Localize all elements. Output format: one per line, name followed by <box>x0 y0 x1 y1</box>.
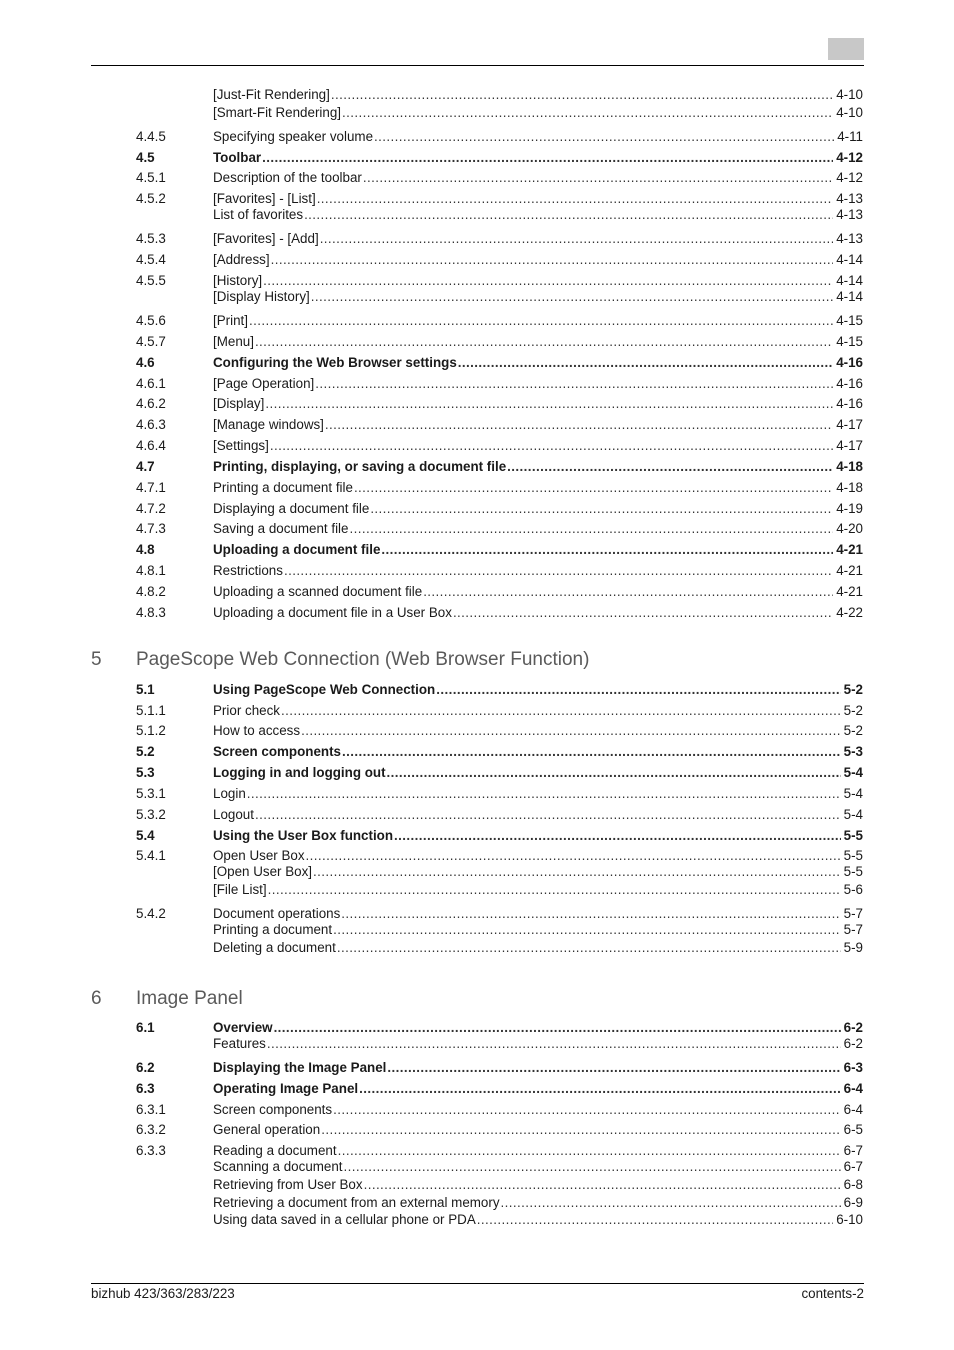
toc-entry-number: 5.4 <box>136 828 155 843</box>
toc-entry-page: 5-6 <box>843 882 863 897</box>
toc-entry-line <box>213 458 863 476</box>
dot-leader <box>374 128 834 146</box>
toc-entry-line <box>213 562 863 580</box>
toc-entry-title: [History] <box>213 273 263 288</box>
toc-entry-line <box>213 479 863 497</box>
toc-entry-title: Features <box>213 1036 266 1051</box>
toc-entry[interactable] <box>0 1194 954 1212</box>
toc-entry-line <box>213 806 863 824</box>
toc-entry[interactable] <box>0 681 954 699</box>
toc-entry-number: 5.4.2 <box>136 906 166 921</box>
header-rule <box>91 65 864 66</box>
toc-entry-line <box>213 1059 863 1077</box>
toc-entry-page: 4-15 <box>836 313 863 328</box>
toc-entry[interactable] <box>0 764 954 782</box>
toc-entry[interactable] <box>0 1059 954 1077</box>
toc-entry[interactable] <box>0 437 954 455</box>
toc-entry-number: 4.5.6 <box>136 313 166 328</box>
toc-entry-line <box>213 764 863 782</box>
toc-entry-line <box>213 230 863 248</box>
toc-entry-line <box>213 128 863 146</box>
toc-entry-page: 5-2 <box>843 703 863 718</box>
toc-entry-title: [Favorites] - [Add] <box>213 231 319 246</box>
toc-entry-page: 4-22 <box>836 605 863 620</box>
toc-entry[interactable] <box>0 1035 954 1053</box>
toc-entry-page: 5-4 <box>843 765 863 780</box>
toc-entry[interactable] <box>0 86 954 104</box>
toc-entry-line <box>213 863 863 881</box>
dot-leader <box>255 333 833 351</box>
toc-entry-title: Saving a document file <box>213 521 349 536</box>
toc-entry-page: 4-20 <box>836 521 863 536</box>
toc-entry-line <box>213 1035 863 1053</box>
toc-entry-title: Screen components <box>213 744 341 759</box>
toc-entry-page: 4-19 <box>836 501 863 516</box>
toc-entry-page: 4-13 <box>836 231 863 246</box>
dot-leader <box>458 354 833 372</box>
toc-entry[interactable] <box>0 1211 954 1229</box>
footer-page-label: contents-2 <box>801 1286 864 1301</box>
toc-entry-line <box>213 520 863 538</box>
dot-leader <box>262 149 833 167</box>
toc-entry-line <box>213 437 863 455</box>
toc-entry-line <box>213 681 863 699</box>
dot-leader <box>265 395 833 413</box>
toc-entry-number: 4.6.1 <box>136 376 166 391</box>
toc-entry-page: 6-4 <box>843 1102 863 1117</box>
toc-entry-page: 4-14 <box>836 289 863 304</box>
toc-entry[interactable] <box>0 881 954 899</box>
dot-leader <box>436 681 840 699</box>
toc-entry-page: 4-13 <box>836 207 863 222</box>
header-tab-marker <box>828 38 864 60</box>
toc-entry-line <box>213 1211 863 1229</box>
toc-entry-line <box>213 702 863 720</box>
toc-entry-number: 5.4.1 <box>136 848 166 863</box>
toc-entry-page: 6-8 <box>843 1177 863 1192</box>
toc-entry[interactable] <box>0 104 954 122</box>
toc-entry-number: 4.8.2 <box>136 584 166 599</box>
toc-entry[interactable] <box>0 375 954 393</box>
dot-leader <box>313 863 841 881</box>
toc-entry-line <box>213 104 863 122</box>
toc-entry-title: Retrieving from User Box <box>213 1177 363 1192</box>
toc-entry-page: 6-2 <box>843 1036 863 1051</box>
toc-entry-number: 4.5.7 <box>136 334 166 349</box>
toc-entry-number: 4.7.1 <box>136 480 166 495</box>
dot-leader <box>349 520 833 538</box>
toc-entry[interactable] <box>0 354 954 372</box>
toc-entry-page: 5-7 <box>843 906 863 921</box>
toc-entry-title: Deleting a document <box>213 940 336 955</box>
toc-entry-line <box>213 416 863 434</box>
toc-entry[interactable] <box>0 520 954 538</box>
toc-entry-number: 5.3.1 <box>136 786 166 801</box>
dot-leader <box>255 806 841 824</box>
dot-leader <box>387 764 841 782</box>
toc-entry-number: 4.5.1 <box>136 170 166 185</box>
toc-entry-number: 4.5.4 <box>136 252 166 267</box>
toc-entry[interactable] <box>0 251 954 269</box>
toc-entry-title: [Just-Fit Rendering] <box>213 87 330 102</box>
toc-entry[interactable] <box>0 863 954 881</box>
dot-leader <box>320 230 834 248</box>
toc-entry-line <box>213 1194 863 1212</box>
toc-entry-line <box>213 1080 863 1098</box>
toc-entry-line <box>213 375 863 393</box>
toc-entry-number: 6.3 <box>136 1081 155 1096</box>
dot-leader <box>364 1176 841 1194</box>
toc-entry-title: [Menu] <box>213 334 254 349</box>
dot-leader <box>281 702 841 720</box>
toc-entry-page: 4-21 <box>836 584 863 599</box>
toc-entry[interactable] <box>0 921 954 939</box>
toc-entry-title: [Favorites] - [List] <box>213 191 316 206</box>
toc-entry-title: Configuring the Web Browser settings <box>213 355 457 370</box>
toc-entry-number: 6.3.1 <box>136 1102 166 1117</box>
toc-entry-page: 6-7 <box>843 1159 863 1174</box>
toc-entry[interactable] <box>0 604 954 622</box>
toc-entry-line <box>213 149 863 167</box>
toc-entry-page: 6-4 <box>843 1081 863 1096</box>
toc-entry-line <box>213 827 863 845</box>
toc-entry-line <box>213 251 863 269</box>
toc-entry-page: 5-9 <box>843 940 863 955</box>
toc-entry[interactable] <box>0 128 954 146</box>
toc-entry-page: 6-2 <box>843 1020 863 1035</box>
dot-leader <box>453 604 833 622</box>
toc-entry-page: 5-5 <box>843 864 863 879</box>
dot-leader <box>267 1035 841 1053</box>
toc-entry-title: Using data saved in a cellular phone or PDA <box>213 1212 476 1227</box>
dot-leader <box>331 86 833 104</box>
toc-entry-number: 4.5.2 <box>136 191 166 206</box>
dot-leader <box>423 583 833 601</box>
dot-leader <box>370 500 833 518</box>
toc-entry-title: Retrieving a document from an external memory <box>213 1195 500 1210</box>
toc-entry-number: 4.4.5 <box>136 129 166 144</box>
toc-entry-page: 4-13 <box>836 191 863 206</box>
toc-entry[interactable] <box>0 806 954 824</box>
toc-entry[interactable] <box>0 395 954 413</box>
toc-entry-number: 4.7 <box>136 459 155 474</box>
toc-entry[interactable] <box>0 583 954 601</box>
toc-entry-title: How to access <box>213 723 301 738</box>
toc-entry-title: Uploading a document file in a User Box <box>213 605 452 620</box>
toc-entry[interactable] <box>0 702 954 720</box>
toc-entry-page: 6-9 <box>843 1195 863 1210</box>
toc-entry-number: 4.8.3 <box>136 605 166 620</box>
dot-leader <box>270 437 833 455</box>
toc-entry-title: Document operations <box>213 906 341 921</box>
toc-entry[interactable] <box>0 743 954 761</box>
dot-leader <box>301 722 841 740</box>
toc-entry-page: 6-7 <box>843 1143 863 1158</box>
dot-leader <box>394 827 841 845</box>
dot-leader <box>359 1080 841 1098</box>
toc-entry-title: Restrictions <box>213 563 283 578</box>
toc-entry-page: 5-5 <box>843 848 863 863</box>
toc-entry-page: 6-5 <box>843 1122 863 1137</box>
dot-leader <box>247 785 841 803</box>
toc-entry-line <box>213 206 863 224</box>
toc-entry-page: 4-21 <box>836 542 863 557</box>
toc-entry-page: 4-10 <box>836 105 863 120</box>
toc-entry-title: Printing a document file <box>213 480 353 495</box>
toc-entry-page: 4-10 <box>836 87 863 102</box>
toc-entry[interactable] <box>0 500 954 518</box>
toc-entry-page: 4-14 <box>836 252 863 267</box>
toc-entry[interactable] <box>0 827 954 845</box>
toc-entry-number: 5.1.1 <box>136 703 166 718</box>
toc-entry-title: Logging in and logging out <box>213 765 386 780</box>
toc-entry-title: [Page Operation] <box>213 376 315 391</box>
toc-entry-page: 4-14 <box>836 273 863 288</box>
toc-entry-title: [Smart-Fit Rendering] <box>213 105 341 120</box>
toc-entry-title: Login <box>213 786 246 801</box>
toc-entry-page: 4-16 <box>836 355 863 370</box>
chapter-title: Image Panel <box>136 988 243 1009</box>
toc-entry-page: 5-2 <box>843 723 863 738</box>
toc-entry-line <box>213 921 863 939</box>
dot-leader <box>268 881 841 899</box>
dot-leader <box>304 206 833 224</box>
toc-entry-line <box>213 288 863 306</box>
toc-entry-title: Uploading a scanned document file <box>213 584 423 599</box>
toc-entry-number: 6.2 <box>136 1060 155 1075</box>
dot-leader <box>501 1194 841 1212</box>
toc-entry-line <box>213 604 863 622</box>
toc-entry[interactable] <box>0 333 954 351</box>
toc-entry[interactable] <box>0 458 954 476</box>
toc-entry-title: Printing a document <box>213 922 333 937</box>
toc-entry-page: 5-3 <box>843 744 863 759</box>
toc-entry-title: Displaying the Image Panel <box>213 1060 387 1075</box>
toc-entry-number: 5.3 <box>136 765 155 780</box>
toc-entry-number: 4.6 <box>136 355 155 370</box>
dot-leader <box>342 104 833 122</box>
toc-entry[interactable] <box>0 288 954 306</box>
toc-entry-number: 4.8 <box>136 542 155 557</box>
toc-entry-number: 5.2 <box>136 744 155 759</box>
toc-entry-line <box>213 1158 863 1176</box>
toc-entry-number: 4.6.2 <box>136 396 166 411</box>
toc-entry-page: 4-17 <box>836 438 863 453</box>
toc-entry[interactable] <box>0 939 954 957</box>
toc-entry-page: 4-15 <box>836 334 863 349</box>
dot-leader <box>507 458 833 476</box>
toc-entry-line <box>213 541 863 559</box>
dot-leader <box>325 416 833 434</box>
dot-leader <box>315 375 833 393</box>
toc-entry-title: [Print] <box>213 313 248 328</box>
toc-entry-page: 5-4 <box>843 786 863 801</box>
toc-entry-title: Printing, displaying, or saving a document file <box>213 459 507 474</box>
toc-entry-line <box>213 169 863 187</box>
toc-entry-title: Toolbar <box>213 150 262 165</box>
toc-entry-number: 4.5.3 <box>136 231 166 246</box>
toc-entry-number: 6.1 <box>136 1020 155 1035</box>
toc-entry-line <box>213 354 863 372</box>
toc-entry[interactable] <box>0 1101 954 1119</box>
toc-entry-line <box>213 333 863 351</box>
toc-entry-number: 4.7.3 <box>136 521 166 536</box>
footer-product-name: bizhub 423/363/283/223 <box>91 1286 235 1301</box>
dot-leader <box>333 1101 841 1119</box>
toc-entry-title: Operating Image Panel <box>213 1081 359 1096</box>
toc-entry[interactable] <box>0 206 954 224</box>
toc-entry-line <box>213 395 863 413</box>
toc-entry-page: 4-11 <box>837 129 863 144</box>
toc-entry-title: Uploading a document file <box>213 542 381 557</box>
toc-entry-title: Scanning a document <box>213 1159 343 1174</box>
toc-entry-line <box>213 881 863 899</box>
toc-entry[interactable] <box>0 312 954 330</box>
toc-entry[interactable] <box>0 479 954 497</box>
toc-entry[interactable] <box>0 416 954 434</box>
dot-leader <box>337 939 841 957</box>
toc-entry-title: Reading a document <box>213 1143 337 1158</box>
toc-entry-title: Open User Box <box>213 848 305 863</box>
toc-entry-number: 4.7.2 <box>136 501 166 516</box>
toc-entry[interactable] <box>0 1080 954 1098</box>
toc-entry-line <box>213 500 863 518</box>
toc-entry[interactable] <box>0 1158 954 1176</box>
toc-entry-line <box>213 583 863 601</box>
toc-entry-page: 4-18 <box>836 459 863 474</box>
dot-leader <box>249 312 833 330</box>
toc-entry[interactable] <box>0 541 954 559</box>
toc-entry-title: Using PageScope Web Connection <box>213 682 436 697</box>
toc-entry-number: 5.3.2 <box>136 807 166 822</box>
toc-entry-title: Overview <box>213 1020 273 1035</box>
toc-entry-number: 6.3.3 <box>136 1143 166 1158</box>
toc-entry-page: 4-21 <box>836 563 863 578</box>
toc-entry-line <box>213 312 863 330</box>
dot-leader <box>363 169 833 187</box>
toc-entry-title: [Address] <box>213 252 270 267</box>
toc-entry[interactable] <box>0 230 954 248</box>
toc-entry-page: 4-16 <box>836 396 863 411</box>
chapter-number: 5 <box>91 649 102 670</box>
toc-entry-number: 4.6.4 <box>136 438 166 453</box>
toc-entry-title: Screen components <box>213 1102 333 1117</box>
dot-leader <box>477 1211 833 1229</box>
toc-entry-line <box>213 743 863 761</box>
toc-entry-number: 6.3.2 <box>136 1122 166 1137</box>
toc-entry[interactable] <box>0 785 954 803</box>
toc-entry-page: 4-16 <box>836 376 863 391</box>
toc-entry-page: 5-4 <box>843 807 863 822</box>
dot-leader <box>321 1121 840 1139</box>
toc-entry-title: [Display] <box>213 396 265 411</box>
toc-entry-title: [Manage windows] <box>213 417 324 432</box>
toc-entry-page: 5-7 <box>843 922 863 937</box>
toc-entry[interactable] <box>0 562 954 580</box>
toc-entry-title: Displaying a document file <box>213 501 370 516</box>
chapter-number: 6 <box>91 988 102 1009</box>
toc-entry-line <box>213 722 863 740</box>
toc-entry-number: 5.1 <box>136 682 155 697</box>
toc-entry-title: Description of the toolbar <box>213 170 362 185</box>
toc-entry-title: General operation <box>213 1122 321 1137</box>
dot-leader <box>381 541 833 559</box>
toc-entry-title: [File List] <box>213 882 267 897</box>
toc-entry-title: Using the User Box function <box>213 828 394 843</box>
toc-entry-page: 5-2 <box>843 682 863 697</box>
toc-entry-number: 4.5 <box>136 150 155 165</box>
toc-entry-line <box>213 86 863 104</box>
dot-leader <box>333 921 841 939</box>
toc-entry-title: [Open User Box] <box>213 864 312 879</box>
toc-entry[interactable] <box>0 1121 954 1139</box>
toc-entry-title: [Display History] <box>213 289 310 304</box>
toc-entry-page: 4-12 <box>836 170 863 185</box>
toc-entry[interactable] <box>0 169 954 187</box>
dot-leader <box>342 743 841 761</box>
toc-entry-page: 5-5 <box>843 828 863 843</box>
toc-entry-line <box>213 785 863 803</box>
toc-entry-page: 6-3 <box>843 1060 863 1075</box>
footer-rule <box>91 1283 864 1284</box>
toc-entry-number: 4.6.3 <box>136 417 166 432</box>
toc-entry-number: 5.1.2 <box>136 723 166 738</box>
dot-leader <box>311 288 833 306</box>
dot-leader <box>354 479 833 497</box>
toc-entry-title: Logout <box>213 807 254 822</box>
toc-entry-page: 4-18 <box>836 480 863 495</box>
toc-entry-number: 4.8.1 <box>136 563 166 578</box>
dot-leader <box>271 251 834 269</box>
toc-entry-line <box>213 1101 863 1119</box>
toc-entry[interactable] <box>0 1176 954 1194</box>
toc-entry-title: Prior check <box>213 703 280 718</box>
toc-entry-line <box>213 1176 863 1194</box>
toc-entry-line <box>213 1121 863 1139</box>
dot-leader <box>344 1158 841 1176</box>
toc-entry[interactable] <box>0 722 954 740</box>
toc-entry-page: 4-12 <box>836 150 863 165</box>
dot-leader <box>284 562 833 580</box>
toc-entry-title: List of favorites <box>213 207 304 222</box>
toc-entry-line <box>213 939 863 957</box>
toc-entry-number: 4.5.5 <box>136 273 166 288</box>
toc-entry-page: 4-17 <box>836 417 863 432</box>
toc-entry-title: [Settings] <box>213 438 269 453</box>
chapter-title: PageScope Web Connection (Web Browser Function) <box>136 649 590 670</box>
toc-entry-page: 6-10 <box>836 1212 863 1227</box>
toc-entry-title: Specifying speaker volume <box>213 129 374 144</box>
toc-entry[interactable] <box>0 149 954 167</box>
dot-leader <box>387 1059 840 1077</box>
